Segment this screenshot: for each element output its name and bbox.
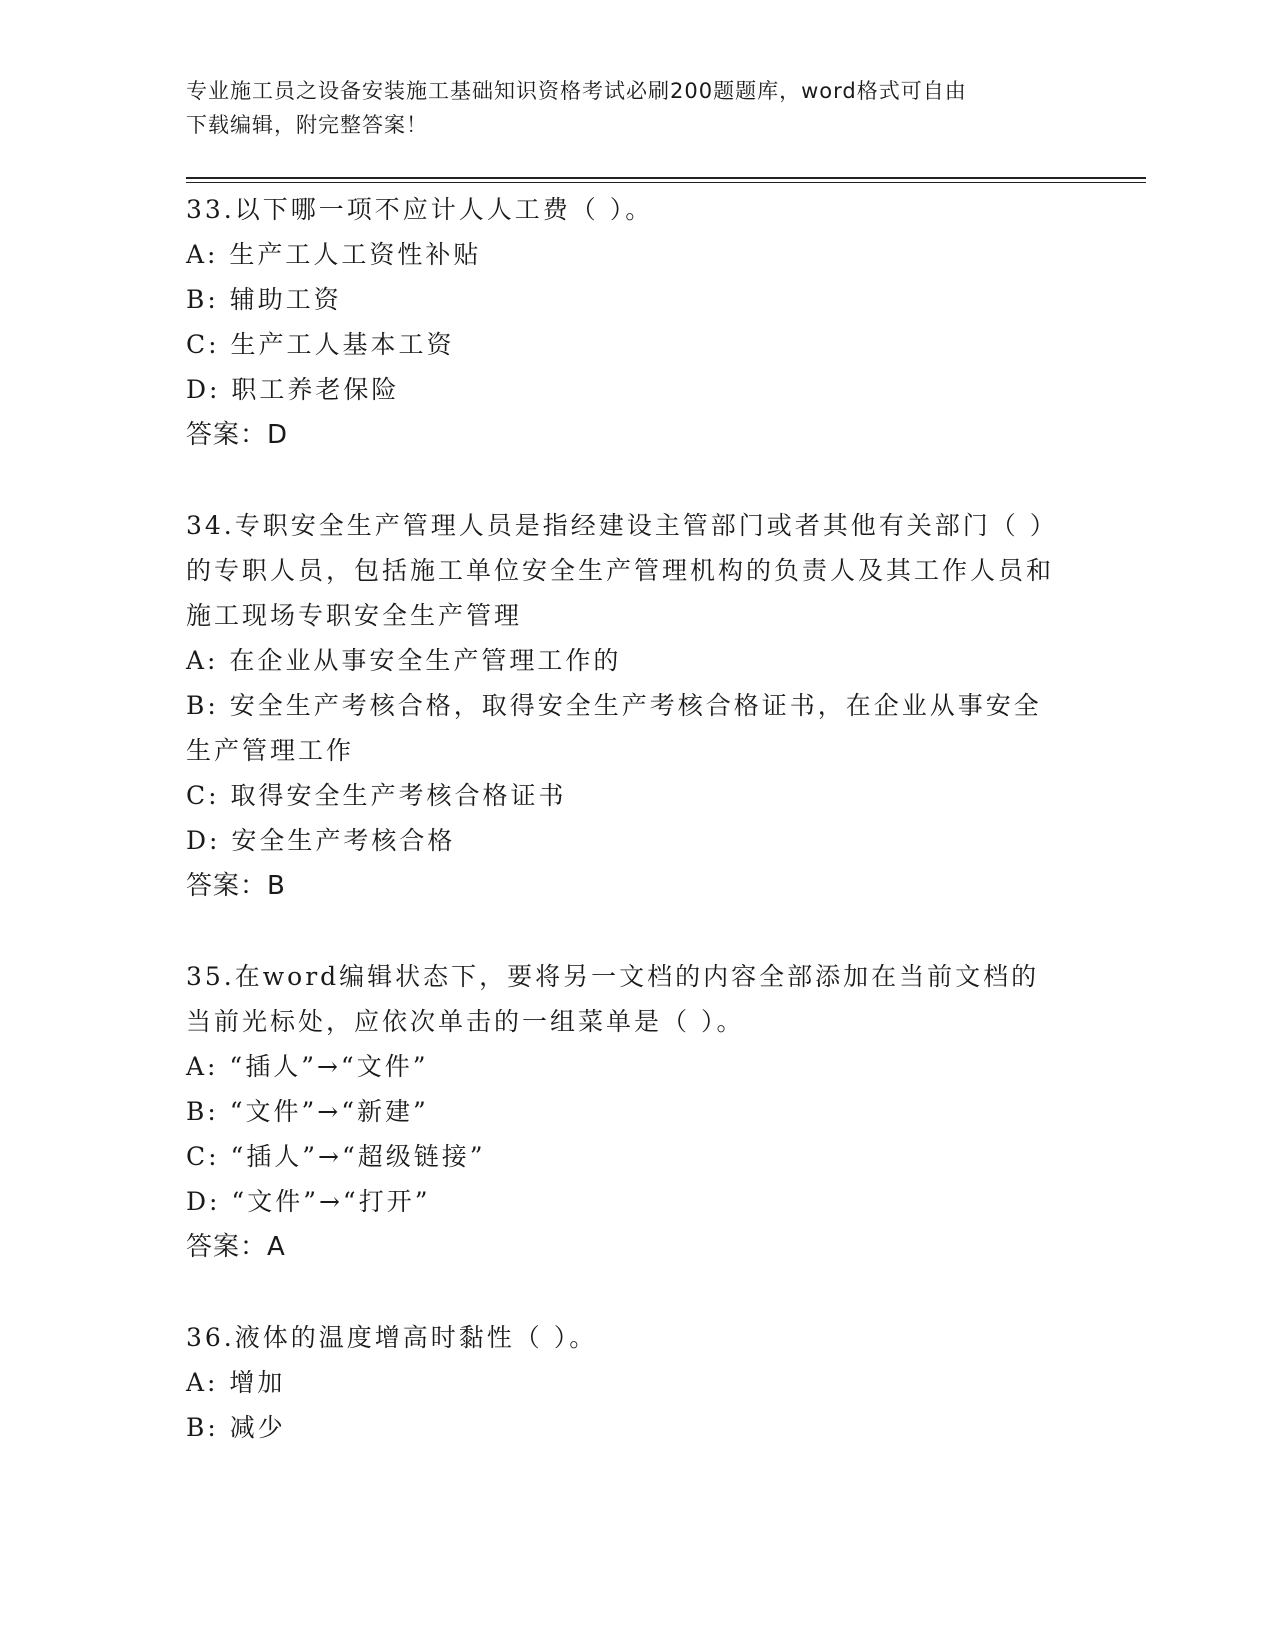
question-35 xyxy=(186,954,1066,1270)
option-b: B: “文件”→“新建” xyxy=(186,1097,429,1126)
option-b: B: 安全生产考核合格，取得安全生产考核合格证书，在企业从事安全生产管理工作 xyxy=(186,691,1042,765)
question-34 xyxy=(186,503,1066,909)
question-stem: 33.以下哪一项不应计人人工费（ ）。 xyxy=(186,195,654,224)
header-line-1: 专业施工员之设备安装施工基础知识资格考试必刷200题题库，word格式可自由 xyxy=(186,79,967,103)
question-stem: 34.专职安全生产管理人员是指经建设主管部门或者其他有关部门（ ）的专职人员，包括施工单位安全生产管理机构的负责人及其工作人员和施工现场专职安全生产管理 xyxy=(186,511,1058,630)
answer-text: 答案：D xyxy=(186,420,289,450)
header-rule-thin xyxy=(186,182,1146,183)
question-stem: 36.液体的温度增高时黏性（ ）。 xyxy=(186,1323,598,1352)
question-36 xyxy=(186,1315,1066,1450)
option-c: C: 生产工人基本工资 xyxy=(186,330,455,359)
answer-text: 答案：B xyxy=(186,871,286,901)
option-a: A: 增加 xyxy=(186,1368,286,1397)
option-d: D: “文件”→“打开” xyxy=(186,1187,431,1216)
question-33 xyxy=(186,187,1066,458)
option-b: B: 减少 xyxy=(186,1413,286,1442)
option-a: A: 在企业从事安全生产管理工作的 xyxy=(186,646,622,675)
option-c: C: “插人”→“超级链接” xyxy=(186,1142,486,1171)
header-rule-thick xyxy=(186,177,1146,179)
option-a: A: “插人”→“文件” xyxy=(186,1052,429,1081)
option-a: A: 生产工人工资性补贴 xyxy=(186,240,482,269)
question-list xyxy=(186,187,1066,1495)
option-d: D: 职工养老保险 xyxy=(186,375,400,404)
option-b: B: 辅助工资 xyxy=(186,285,342,314)
answer-text: 答案：A xyxy=(186,1232,286,1262)
option-c: C: 取得安全生产考核合格证书 xyxy=(186,781,567,810)
header-line-2: 下载编辑，附完整答案！ xyxy=(186,113,428,137)
document-header xyxy=(186,74,1066,142)
option-d: D: 安全生产考核合格 xyxy=(186,826,456,855)
question-stem: 35.在word编辑状态下，要将另一文档的内容全部添加在当前文档的当前光标处，应依次单击的一组菜单是（ ）。 xyxy=(186,962,1040,1036)
